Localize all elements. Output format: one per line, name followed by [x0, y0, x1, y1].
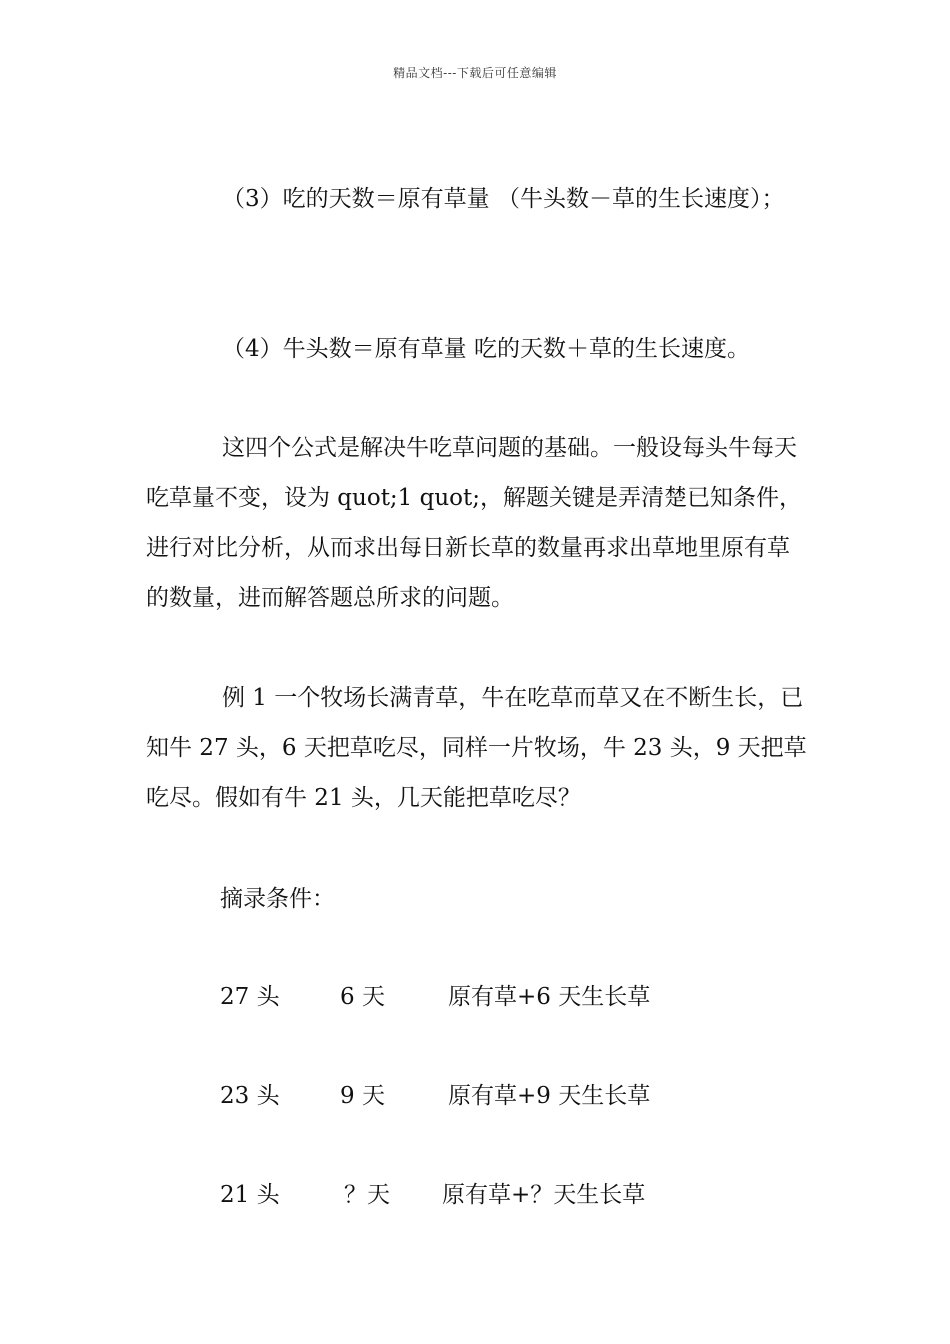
condition-days: 9 天 — [340, 1083, 385, 1109]
condition-cows: 23 头 — [220, 1083, 280, 1109]
condition-grass: 原有草+9 天生长草 — [448, 1083, 651, 1109]
condition-grass: 原有草+6 天生长草 — [448, 984, 651, 1010]
condition-days: 6 天 — [340, 984, 385, 1010]
page-header: 精品文档---下载后可任意编辑 — [393, 66, 557, 80]
formula-4: （4）牛头数＝原有草量 吃的天数＋草的生长速度。 — [222, 336, 750, 362]
condition-days: ？天 — [344, 1182, 390, 1208]
conditions-label: 摘录条件： — [220, 886, 335, 912]
example-1-paragraph: 例 1 一个牧场长满青草，牛在吃草而草又在不断生长，已知牛 27 头，6 天把草吃尽，同样一片牧场，牛 23 头，9 天把草吃尽。假如有牛 21 头，几天能把草吃尽？ — [146, 685, 807, 811]
intro-paragraph: 这四个公式是解决牛吃草问题的基础。一般设每头牛每天吃草量不变，设为 quot;1 quot;，解题关键是弄清楚已知条件，进行对比分析，从而求出每日新长草的数量再求出草地里原有草的数量，进而解答题总所求的问题。 — [146, 435, 803, 611]
condition-grass: 原有草+？天生长草 — [442, 1182, 646, 1208]
condition-cows: 27 头 — [220, 984, 280, 1010]
condition-cows: 21 头 — [220, 1182, 280, 1208]
formula-3: （3）吃的天数＝原有草量 （牛头数－草的生长速度）； — [222, 186, 785, 212]
